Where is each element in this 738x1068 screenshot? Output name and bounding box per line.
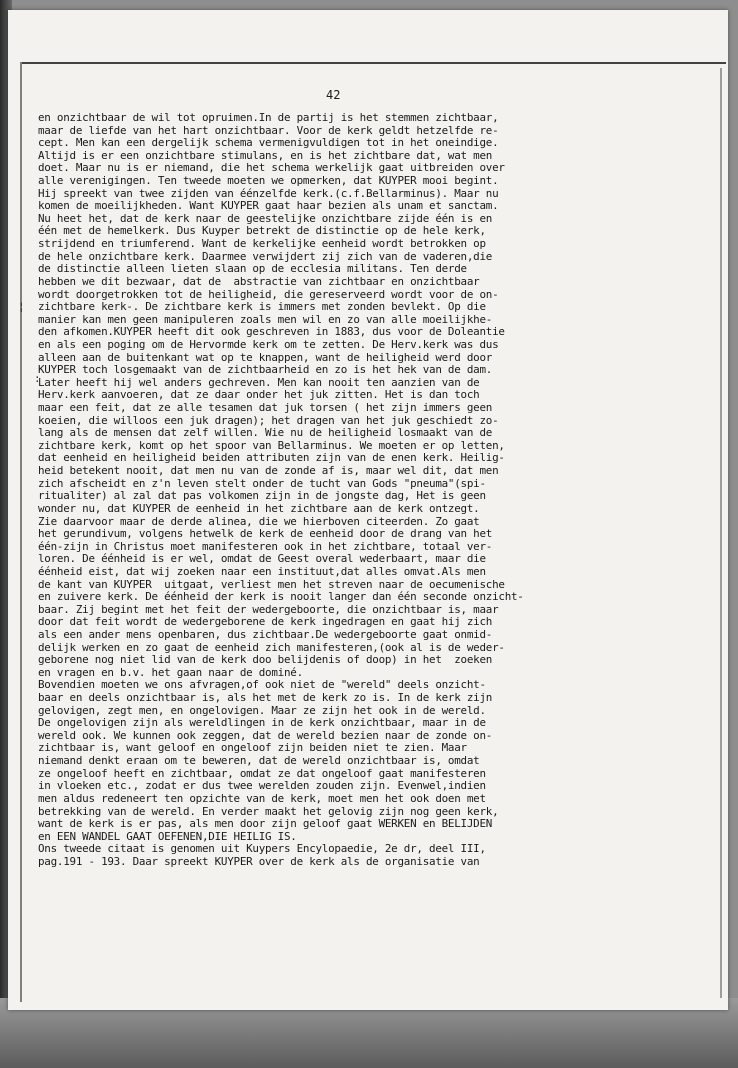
- text-line: Hij spreekt van twee zijden van éénzelfde kerk.(c.f.Bellarminus). Maar nu: [38, 186, 499, 200]
- text-line: koeien, die willoos een juk dragen); het dragen van het juk geschiedt zo-: [38, 413, 499, 427]
- text-line: strijdend en triumferend. Want de kerkelijke eenheid wordt betrokken op: [38, 237, 486, 251]
- text-line: en als een poging om de Hervormde kerk om te zetten. De Herv.kerk was dus: [38, 337, 499, 351]
- text-line: het gerundivum, volgens hetwelk de kerk de eenheid door de drang van het: [38, 527, 493, 541]
- text-line: Later heeft hij wel anders gechreven. Men kan nooit ten aanzien van de: [38, 375, 480, 389]
- text-line: zich afscheidt en z'n leven stelt onder de tucht van Gods "pneuma"(spi-: [38, 476, 486, 490]
- typewritten-text: [38, 112, 728, 869]
- text-line: Ons tweede citaat is genomen uit Kuypers Encylopaedie, 2e dr, deel III,: [38, 842, 486, 856]
- text-line: gelovigen, zegt men, en ongelovigen. Maar ze zijn het ook in de wereld.: [38, 703, 486, 717]
- document-page: [8, 10, 728, 1010]
- text-line: dat eenheid en heiligheid beiden attributen zijn van de enen kerk. Heilig-: [38, 451, 505, 465]
- text-line: Herv.kerk aanvoeren, dat ze daar onder het juk zitten. Het is dan toch: [38, 388, 480, 402]
- text-line: heid betekent nooit, dat men nu van de zonde af is, maar wel dit, dat men: [38, 464, 499, 478]
- text-line: zichtbare kerk-. De zichtbare kerk is immers met zonden bevlekt. Op die: [38, 300, 486, 314]
- text-line: betrekking van de wereld. En verder maakt het gelovig zijn nog geen kerk,: [38, 804, 499, 818]
- text-line: wordt doorgetrokken tot de heiligheid, die gereserveerd wordt voor de on-: [38, 287, 499, 301]
- text-line: Bovendien moeten we ons afvragen,of ook niet de "wereld" deels onzicht-: [38, 678, 486, 692]
- text-line: men aldus redeneert ten opzichte van de kerk, moet men het ook doen met: [38, 791, 486, 805]
- text-line: cept. Men kan een dergelijk schema vermenigvuldigen tot in het oneindige.: [38, 136, 499, 150]
- text-line: manier kan men geen manipuleren zoals men wil en zo van alle moeilijkhe-: [38, 312, 493, 326]
- text-line: alle verenigingen. Ten tweede moeten we opmerken, dat KUYPER mooi begint.: [38, 174, 499, 188]
- text-line: ritualiter) al zal dat pas volkomen zijn in de jongste dag, Het is geen: [38, 489, 486, 503]
- text-line: Altijd is er een onzichtbare stimulans, en is het zichtbare dat, wat men: [38, 148, 493, 162]
- text-line: door dat feit wordt de wedergeborene de kerk ingedragen en gaat hij zich: [38, 615, 493, 629]
- text-line: en vragen en b.v. het gaan naar de dominé.: [38, 665, 303, 679]
- text-line: want de kerk is er pas, als men door zijn geloof gaat WERKEN en BELIJDEN: [38, 817, 493, 831]
- page-number: 42: [326, 88, 341, 102]
- text-line: in vloeken etc., zodat er dus twee werelden zouden zijn. Evenwel,indien: [38, 779, 486, 793]
- text-line: hebben we dit bezwaar, dat de abstractie van zichtbaar en onzichtbaar: [38, 274, 480, 288]
- text-line: De ongelovigen zijn als wereldlingen in de kerk onzichtbaar, maar in de: [38, 716, 486, 730]
- text-line: de distinctie alleen lieten slaan op de ecclesia militans. Ten derde: [38, 262, 467, 276]
- text-line: zichtbare kerk, komt op het spoor van Bellarminus. We moeten er op letten,: [38, 438, 505, 452]
- text-line: Zie daarvoor maar de derde alinea, die we hierboven citeerden. Zo gaat: [38, 514, 480, 528]
- text-line: één met de hemelkerk. Dus Kuyper betrekt de distinctie op de hele kerk,: [38, 224, 486, 238]
- text-line: delijk werken en zo gaat de eenheid zich manifesteren,(ook al is de weder-: [38, 640, 505, 654]
- text-line: maar een feit, dat ze alle tesamen dat juk torsen ( het zijn immers geen: [38, 401, 493, 415]
- text-line: doet. Maar nu is er niemand, die het schema werkelijk gaat uitbreiden over: [38, 161, 505, 175]
- text-line: alleen aan de buitenkant wat op te knappen, want de heiligheid werd door: [38, 350, 493, 364]
- page-edge-left: [20, 62, 22, 1002]
- margin-mark: ¦: [18, 300, 25, 313]
- text-line: KUYPER toch losgemaakt van de zichtbaarheid en zo is het hek van de dam.: [38, 363, 493, 377]
- text-line: éénheid eist, dat wij zoeken naar een instituut,dat alles omvat.Als men: [38, 564, 486, 578]
- text-line: pag.191 - 193. Daar spreekt KUYPER over de kerk als de organisatie van: [38, 854, 480, 868]
- text-line: komen de moeilijkheden. Want KUYPER gaat haar bezien als unam et sanctam.: [38, 199, 499, 213]
- text-line: baar. Zij begint met het feit der wedergeboorte, die onzichtbaar is, maar: [38, 602, 499, 616]
- page-edge-top: [22, 62, 726, 64]
- text-line: lang als de mensen dat zelf willen. Wie nu de heiligheid losmaakt van de: [38, 426, 493, 440]
- text-line: als een ander mens openbaren, dus zichtbaar.De wedergeboorte gaat onmid-: [38, 627, 493, 641]
- text-line: geborene nog niet lid van de kerk doo belijdenis of doop) in het zoeken: [38, 653, 493, 667]
- text-line: loren. De éénheid is er wel, omdat de Geest overal wederbaart, maar die: [38, 552, 486, 566]
- text-line: baar en deels onzichtbaar is, als het met de kerk zo is. In de kerk zijn: [38, 691, 493, 705]
- margin-mark: :: [34, 372, 41, 385]
- text-line: den afkomen.KUYPER heeft dit ook geschreven in 1883, dus voor de Doleantie: [38, 325, 505, 339]
- text-line: ze ongeloof heeft en zichtbaar, omdat ze dat ongeloof gaat manifesteren: [38, 766, 486, 780]
- text-line: één-zijn in Christus moet manifesteren ook in het zichtbare, totaal ver-: [38, 539, 493, 553]
- text-line: en onzichtbaar de wil tot opruimen.In de partij is het stemmen zichtbaar,: [38, 111, 499, 124]
- text-line: zichtbaar is, want geloof en ongeloof zijn beiden niet te zien. Maar: [38, 741, 467, 755]
- text-line: maar de liefde van het hart onzichtbaar. Voor de kerk geldt hetzelfde re-: [38, 123, 499, 137]
- text-line: en zuivere kerk. De éénheid der kerk is nooit langer dan één seconde onzicht-: [38, 590, 524, 604]
- text-line: niemand denkt eraan om te beweren, dat de wereld onzichtbaar is, omdat: [38, 754, 480, 768]
- text-line: de kant van KUYPER uitgaat, verliest men het streven naar de oecumenische: [38, 577, 505, 591]
- text-line: en EEN WANDEL GAAT OEFENEN,DIE HEILIG IS.: [38, 829, 297, 843]
- text-line: wonder nu, dat KUYPER de eenheid in het zichtbare aan de kerk ontzegt.: [38, 501, 480, 515]
- text-line: de hele onzichtbare kerk. Daarmee verwijdert zij zich van de vaderen,die: [38, 249, 493, 263]
- text-line: wereld ook. We kunnen ook zeggen, dat de wereld bezien naar de zonde on-: [38, 728, 493, 742]
- text-line: Nu heet het, dat de kerk naar de geestelijke onzichtbare zijde één is en: [38, 211, 493, 225]
